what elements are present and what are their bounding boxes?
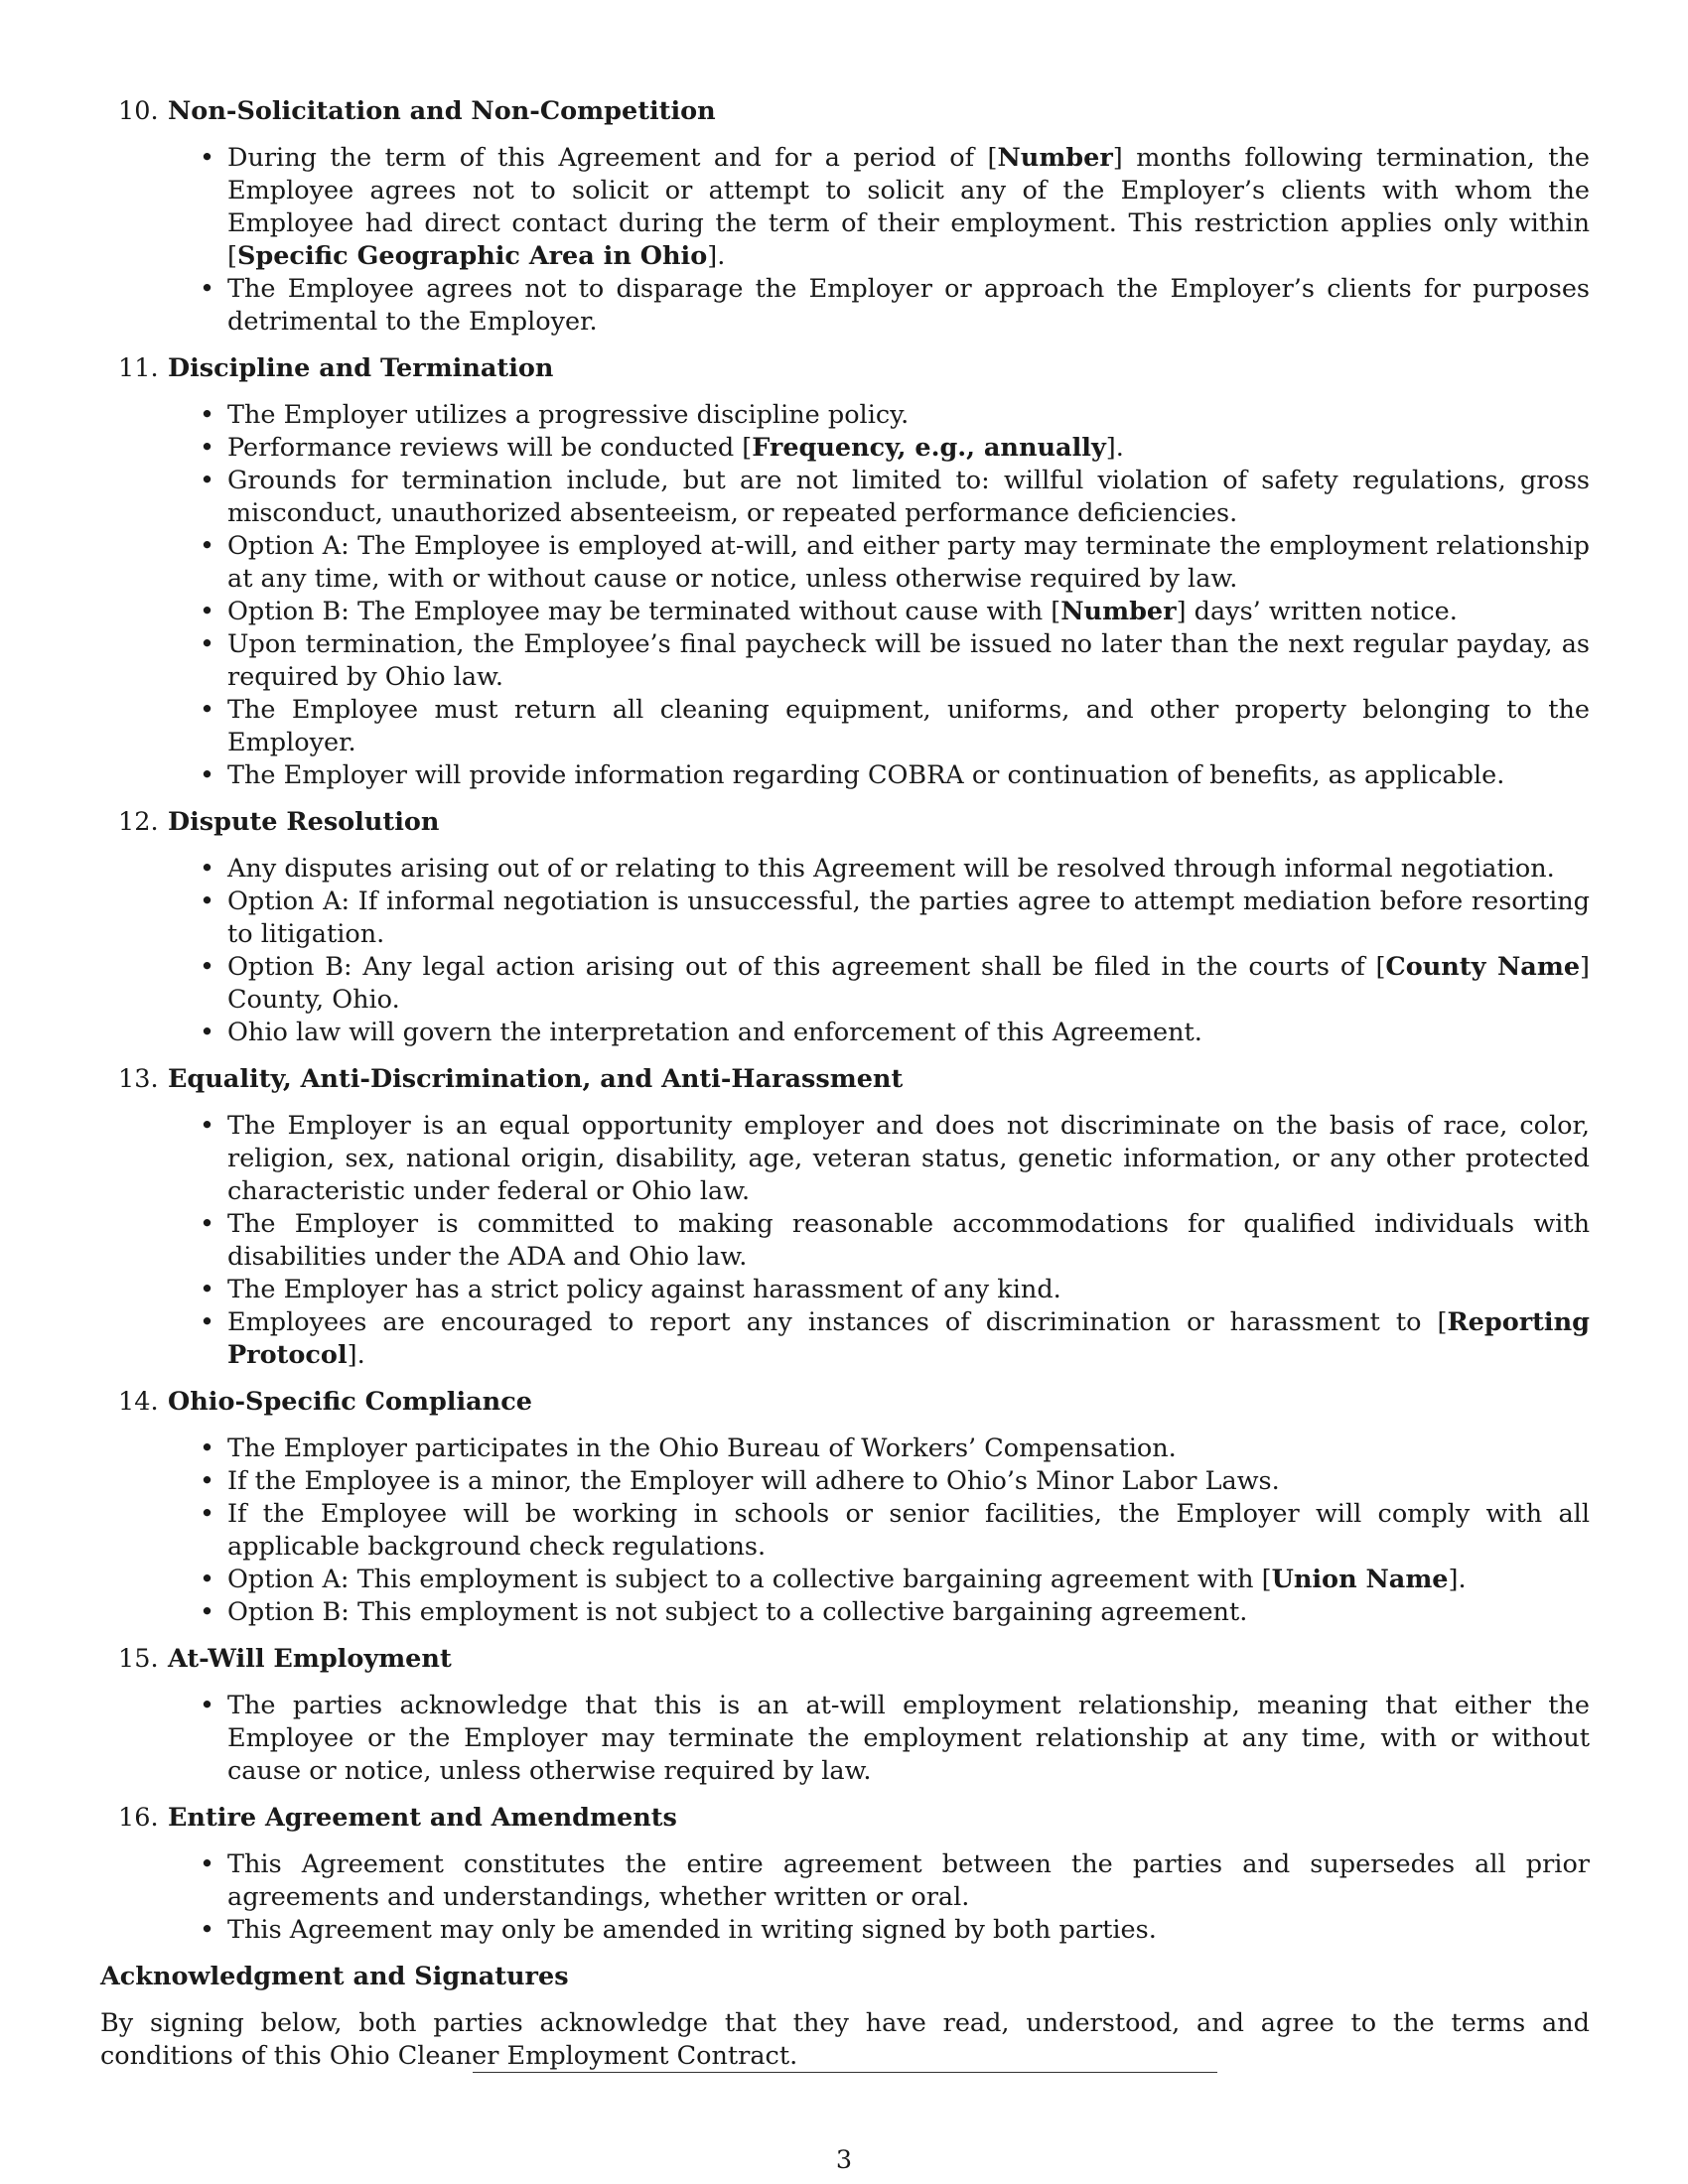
text-run: Ohio law will govern the interpretation and enforcement of this Agreement. [227,1018,1202,1047]
list-item [200,886,1590,951]
bullet-icon: • [200,1433,215,1463]
section-16 [100,1802,1590,1947]
placeholder-field: County Name [1385,952,1581,982]
section-number: 16. [118,1803,159,1833]
bullet-icon: • [200,1597,215,1627]
bullet-icon: • [200,1565,215,1594]
section-number: 15. [118,1644,159,1674]
text-run: Performance reviews will be conducted [ [227,433,753,463]
section-heading [100,1386,1590,1419]
section-heading [100,806,1590,839]
section-12 [100,806,1590,1049]
list-item [200,1306,1590,1372]
placeholder-field: Union Name [1271,1565,1449,1594]
list-item [200,432,1590,465]
section-title: Dispute Resolution [168,807,440,837]
bullet-icon: • [200,433,215,463]
text-run: This Agreement constitutes the entire agreement between the parties and supersedes all prior agreements and understandings, whether written or oral. [227,1849,1590,1912]
section-title: Discipline and Termination [168,353,554,383]
section-10 [100,95,1590,339]
list-item [200,1690,1590,1788]
text-run: The Employer participates in the Ohio Bureau of Workers’ Compensation. [227,1433,1177,1463]
list-item [200,273,1590,339]
list-item [200,1498,1590,1564]
text-run: Grounds for termination include, but are not limited to: willful violation of safety regulations, gross misconduct, unauthorized absenteeism, or repeated performance deficiencies. [227,466,1590,528]
placeholder-field: Specific Geographic Area in Ohio [236,241,708,271]
bullet-icon: • [200,854,215,884]
bullet-list [100,1690,1590,1788]
bullet-icon: • [200,1307,215,1337]
section-title: Ohio-Specific Compliance [168,1387,532,1417]
bullet-list [100,1110,1590,1372]
text-run: Any disputes arising out of or relating to this Agreement will be resolved through informal negotiation. [227,854,1555,884]
text-run: ]. [347,1340,365,1370]
text-run: Employees are encouraged to report any instances of discrimination or harassment to [ [227,1307,1448,1337]
bullet-list [100,399,1590,792]
section-13 [100,1063,1590,1372]
section-number: 13. [118,1064,159,1094]
bullet-icon: • [200,274,215,304]
section-title: At-Will Employment [168,1644,452,1674]
section-heading [100,1643,1590,1676]
text-run: ] months following termination, the Employee agrees not to solicit or attempt to solicit any of the Employer’s clients with whom the Employee had direct contact during the term of their employment. This restriction applies only within [ [227,143,1590,271]
list-item [200,1914,1590,1947]
section-heading [100,352,1590,385]
list-item [200,465,1590,530]
bullet-icon: • [200,1275,215,1304]
section-heading [100,1063,1590,1096]
signature-line [473,2072,1217,2073]
text-run: ]. [707,241,726,271]
text-run: The Employee agrees not to disparage the Employer or approach the Employer’s clients for purposes detrimental to the Employer. [227,274,1590,337]
list-item [200,759,1590,792]
bullet-list [100,142,1590,339]
bullet-icon: • [200,1111,215,1141]
bullet-icon: • [200,143,215,173]
bullet-icon: • [200,1466,215,1496]
bullet-icon: • [200,1915,215,1945]
bullet-list [100,1848,1590,1947]
text-run: Option B: Any legal action arising out of this agreement shall be filed in the courts of [ [227,952,1386,982]
list-item [200,853,1590,886]
bullet-icon: • [200,695,215,725]
bullet-list [100,1433,1590,1629]
text-run: The Employer will provide information regarding COBRA or continuation of benefits, as applicable. [227,760,1505,790]
text-run: ] County, Ohio. [227,952,1590,1015]
document-page [100,95,1590,2073]
text-run: ]. [1105,433,1124,463]
list-item [200,1596,1590,1629]
bullet-icon: • [200,1499,215,1529]
text-run: Option A: This employment is subject to a collective bargaining agreement with [ [227,1565,1272,1594]
section-title: Entire Agreement and Amendments [168,1803,677,1833]
section-title: Non-Solicitation and Non-Competition [168,96,716,126]
section-15 [100,1643,1590,1788]
placeholder-field: Number [997,143,1113,173]
list-item [200,1848,1590,1914]
section-14 [100,1386,1590,1629]
list-item [200,142,1590,273]
list-item [200,1465,1590,1498]
list-item [200,530,1590,596]
acknowledgment-text: By signing below, both parties acknowledge that they have read, understood, and agree to the terms and conditions of this Ohio Cleaner Employment Contract. [100,2008,1590,2071]
section-number: 12. [118,807,159,837]
placeholder-field: Frequency, e.g., annually [752,433,1106,463]
bullet-icon: • [200,531,215,561]
bullet-icon: • [200,952,215,982]
text-run: Option A: If informal negotiation is unsuccessful, the parties agree to attempt mediation before resorting to litigation. [227,887,1590,949]
bullet-list [100,853,1590,1049]
placeholder-field: Reporting Protocol [227,1307,1590,1370]
bullet-icon: • [200,1209,215,1239]
page-number: 3 [835,2145,853,2175]
list-item [200,1017,1590,1049]
list-item [200,951,1590,1017]
list-item [200,1208,1590,1274]
bullet-icon: • [200,1691,215,1720]
bullet-icon: • [200,597,215,626]
placeholder-field: Number [1060,597,1177,626]
section-title: Equality, Anti-Discrimination, and Anti-Harassment [168,1064,904,1094]
text-run: The Employer is an equal opportunity employer and does not discriminate on the basis of race, color, religion, sex, national origin, disability, age, veteran status, genetic information, or any other protected characteristic under federal or Ohio law. [227,1111,1590,1206]
list-item [200,1274,1590,1306]
bullet-icon: • [200,629,215,659]
section-number: 11. [118,353,159,383]
bullet-icon: • [200,1018,215,1047]
sections-container [100,95,1590,1947]
list-item [200,1110,1590,1208]
text-run: The Employee must return all cleaning equipment, uniforms, and other property belonging to the Employer. [227,695,1590,757]
text-run: This Agreement may only be amended in writing signed by both parties. [227,1915,1157,1945]
text-run: The parties acknowledge that this is an at-will employment relationship, meaning that either the Employee or the Employer may terminate the employment relationship at any time, with or without cause or notice, unless otherwise required by law. [227,1691,1590,1786]
bullet-icon: • [200,400,215,430]
text-run: ] days’ written notice. [1176,597,1458,626]
list-item [200,1564,1590,1596]
list-item [200,694,1590,759]
list-item [200,1433,1590,1465]
section-number: 10. [118,96,159,126]
bullet-icon: • [200,466,215,495]
bullet-icon: • [200,1849,215,1879]
section-11 [100,352,1590,792]
section-number: 14. [118,1387,159,1417]
text-run: Option B: This employment is not subject to a collective bargaining agreement. [227,1597,1248,1627]
text-run: Option A: The Employee is employed at-will, and either party may terminate the employment relationship at any time, with or without cause or notice, unless otherwise required by law. [227,531,1590,594]
acknowledgment-title: Acknowledgment and Signatures [100,1962,569,1991]
text-run: The Employer utilizes a progressive discipline policy. [227,400,910,430]
text-run: ]. [1448,1565,1467,1594]
text-run: The Employer has a strict policy against harassment of any kind. [227,1275,1061,1304]
acknowledgment-section [100,1961,1590,2073]
text-run: If the Employee is a minor, the Employer will adhere to Ohio’s Minor Labor Laws. [227,1466,1280,1496]
text-run: During the term of this Agreement and for a period of [227,143,988,173]
text-run: If the Employee will be working in schools or senior facilities, the Employer will comply with all applicable background check regulations. [227,1499,1590,1562]
bullet-icon: • [200,760,215,790]
bullet-icon: • [200,887,215,916]
list-item [200,596,1590,628]
section-heading [100,1802,1590,1835]
text-run: Option B: The Employee may be terminated without cause with [ [227,597,1061,626]
list-item [200,399,1590,432]
text-run: [ [987,143,998,173]
list-item [200,628,1590,694]
text-run: Upon termination, the Employee’s final paycheck will be issued no later than the next regular payday, as required by Ohio law. [227,629,1590,692]
text-run: The Employer is committed to making reasonable accommodations for qualified individuals with disabilities under the ADA and Ohio law. [227,1209,1590,1272]
section-heading [100,95,1590,128]
